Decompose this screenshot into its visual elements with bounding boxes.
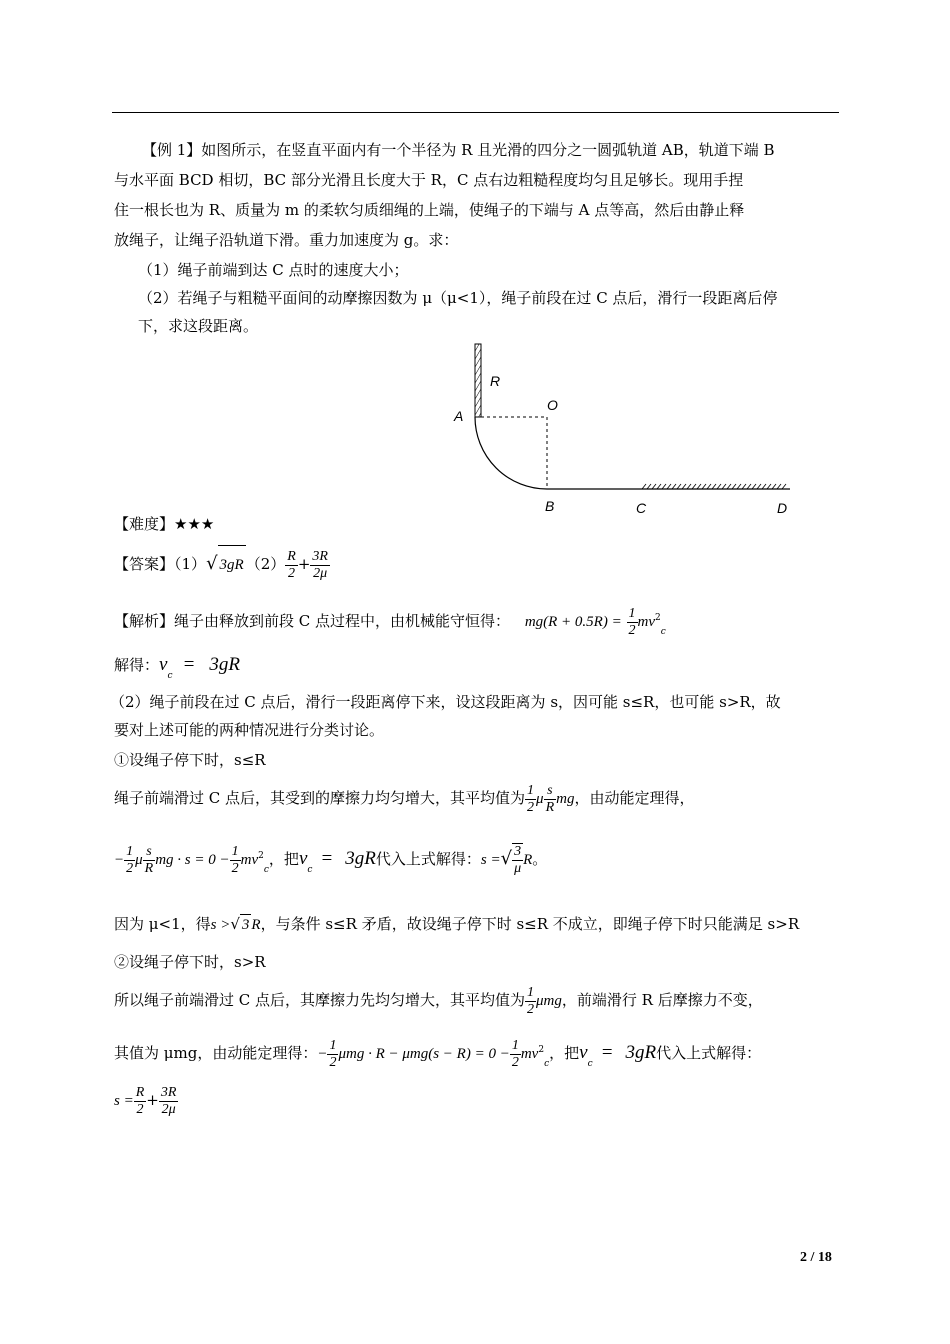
analysis-text: ，前端滑行 R 后摩擦力不变，: [561, 991, 763, 1009]
sqrt-sign: √: [500, 848, 513, 869]
answer-label: 【答案】: [114, 555, 175, 573]
plus-sign: +: [146, 1091, 159, 1109]
frac-denominator: 2μ: [161, 1101, 176, 1117]
difficulty-row: [114, 514, 214, 534]
frac-denominator: μ: [514, 861, 522, 876]
answer-2-fraction-2: [310, 549, 330, 582]
analysis-line-10: [114, 982, 763, 1019]
frac-numerator: 1: [126, 843, 134, 859]
equals-sign: =: [320, 848, 334, 869]
half-fraction: [510, 1038, 521, 1071]
frac-denominator: 2: [527, 1001, 535, 1017]
analysis-line-3: （2）绳子前段在过 C 点后，滑行一段距离停下来，设这段距离为 s，因可能 s≤R，也可能 s>R，故: [110, 693, 781, 711]
frac-denominator: 2: [136, 1101, 144, 1117]
frac-numerator: R: [135, 1084, 145, 1100]
frac-denominator: 2: [231, 860, 239, 876]
label-C: C: [636, 500, 647, 516]
difficulty-stars: ★★★: [174, 515, 215, 533]
frac-denominator: 2: [288, 565, 296, 581]
label-B: B: [545, 498, 555, 514]
analysis-text: 代入上式解得：: [656, 1044, 762, 1062]
equation-lhs: mg(R + 0.5R) =: [524, 614, 622, 630]
analysis-line-8: [114, 914, 799, 935]
final-fraction-1: [134, 1085, 147, 1118]
half-fraction: [627, 606, 638, 639]
s-over-R-fraction: [143, 844, 156, 877]
subscript: c: [307, 865, 313, 875]
analysis-line-5: ①设绳子停下时，s≤R: [114, 751, 266, 769]
minus-sign: −: [114, 852, 125, 868]
label-D: D: [777, 500, 788, 516]
rope: [475, 344, 481, 417]
analysis-line-7: [114, 836, 547, 890]
header-rule: [112, 112, 839, 113]
subscript: c: [263, 865, 269, 875]
frac-numerator: 1: [329, 1037, 337, 1053]
s-over-R-fraction: [544, 783, 557, 816]
analysis-text: 绳子前端滑过 C 点后，其受到的摩擦力均匀增大，其平均值为: [114, 789, 526, 807]
analysis-line-4: 要对上述可能的两种情况进行分类讨论。: [114, 721, 385, 739]
mumg-term: μmg: [536, 993, 562, 1009]
equation-middle: mg · s = 0 −: [155, 852, 230, 868]
analysis-text: 所以绳子前端滑过 C 点后，其摩擦力先均匀增大，其平均值为: [114, 991, 526, 1009]
analysis-label: 【解析】: [114, 612, 175, 630]
analysis-text: 代入上式解得：: [375, 850, 481, 868]
half-fraction: [525, 985, 536, 1018]
problem-line-4: 放绳子，让绳子沿轨道下滑。重力加速度为 g。求：: [114, 231, 459, 249]
answer-1-value: 3gR: [218, 545, 246, 584]
equation-middle: μmg · R − μmg(s − R) = 0 −: [338, 1046, 510, 1062]
arc-track: [475, 417, 547, 489]
period: 。: [532, 850, 548, 868]
question-1: （1）绳子前端到达 C 点时的速度大小；: [138, 261, 409, 279]
problem-line-2: 与水平面 BCD 相切，BC 部分光滑且长度大于 R，C 点右边粗糙程度均匀且足够长。现用手捏: [114, 171, 744, 189]
answer-part-1-marker: （1）: [174, 555, 207, 573]
frac-denominator: 2: [511, 1054, 519, 1070]
frac-numerator: R: [287, 548, 296, 564]
exponent: 2: [538, 1045, 545, 1055]
R-term: R: [251, 917, 261, 933]
answer-2-fraction-1: [285, 549, 298, 582]
frac-denominator: 2: [329, 1054, 337, 1070]
analysis-text: ，与条件 s≤R 矛盾，故设绳子停下时 s≤R 不成立，即绳子停下时只能满足 s>R: [260, 915, 800, 933]
frac-numerator: 1: [527, 782, 535, 798]
equals-sign: =: [182, 654, 196, 675]
analysis-text: 因为 μ<1，得: [114, 915, 211, 933]
question-2-line-2: 下，求这段距离。: [138, 317, 259, 335]
velocity-value: 3gR: [345, 848, 376, 869]
frac-numerator: 1: [628, 605, 636, 621]
frac-numerator: 3R: [160, 1084, 177, 1100]
mu-symbol: μ: [536, 791, 544, 807]
s-equals: s =: [480, 852, 501, 868]
frac-denominator: 2: [628, 622, 636, 638]
half-fraction: [124, 844, 135, 877]
velocity-symbol: v: [159, 654, 168, 675]
plus-sign: +: [297, 555, 311, 573]
solve-label: 解得：: [114, 656, 160, 674]
frac-denominator: 2μ: [313, 565, 328, 581]
mg-term: mg: [556, 791, 575, 807]
analysis-line-1: [114, 600, 666, 650]
half-fraction: [525, 783, 536, 816]
subscript: c: [587, 1059, 593, 1069]
analysis-line-12: [114, 1080, 178, 1121]
frac-numerator: 3: [512, 844, 523, 861]
R-term: R: [523, 852, 533, 868]
analysis-line-2: [114, 652, 240, 689]
problem-line-1: 【例 1】如图所示，在竖直平面内有一个半径为 R 且光滑的四分之一圆弧轨道 AB，轨道下端 B: [142, 141, 775, 159]
rough-surface-hatch: [642, 484, 786, 489]
frac-numerator: s: [143, 844, 156, 861]
subscript: c: [660, 627, 666, 637]
mv-term: mv: [520, 1046, 539, 1062]
velocity-symbol: v: [298, 848, 308, 869]
label-R: R: [490, 373, 501, 389]
analysis-text: 其值为 μmg，由动能定理得：: [114, 1044, 318, 1062]
analysis-text: 绳子由释放到前段 C 点过程中，由机械能守恒得：: [174, 612, 511, 630]
final-fraction-2: [159, 1085, 179, 1118]
exponent: 2: [655, 613, 661, 623]
frac-denominator: 2: [527, 799, 535, 815]
minus-sign: −: [317, 1046, 328, 1062]
problem-line-3: 住一根长也为 R、质量为 m 的柔软匀质细绳的上端，使绳子的下端与 A 点等高，然后由静止释: [114, 201, 745, 219]
frac-numerator: 3R: [312, 548, 328, 564]
velocity-value: 3gR: [625, 1042, 657, 1063]
label-A: A: [454, 408, 464, 424]
answer-row: [114, 545, 330, 584]
track-diagram: [450, 338, 800, 520]
equals-sign: =: [600, 1042, 614, 1063]
subscript: c: [167, 671, 173, 681]
s-greater: s >: [210, 917, 231, 933]
analysis-text: ，把: [549, 1044, 580, 1062]
sqrt-fraction: [512, 843, 523, 877]
sqrt-sign: √: [206, 553, 218, 574]
question-2-line-1: （2）若绳子与粗糙平面间的动摩擦因数为 μ（μ<1），绳子前段在过 C 点后，滑行一段距离后停: [138, 289, 778, 307]
frac-numerator: 1: [231, 843, 239, 859]
answer-part-2-marker: （2）: [245, 555, 286, 573]
analysis-line-6: [114, 780, 694, 817]
page-number: 2 / 18: [800, 1250, 832, 1265]
half-fraction: [230, 844, 241, 877]
half-fraction: [327, 1038, 338, 1071]
exponent: 2: [258, 851, 264, 861]
label-O: O: [547, 397, 558, 413]
frac-denominator: R: [545, 799, 555, 815]
mv-term: mv: [240, 852, 259, 868]
frac-numerator: 1: [511, 1037, 519, 1053]
subscript: c: [544, 1059, 550, 1069]
mu-symbol: μ: [135, 852, 143, 868]
frac-numerator: 1: [527, 984, 535, 1000]
frac-numerator: s: [544, 783, 557, 800]
velocity-symbol: v: [579, 1042, 588, 1063]
analysis-text: ，把: [268, 850, 299, 868]
s-equals: s =: [114, 1093, 134, 1109]
difficulty-label: 【难度】: [114, 515, 175, 533]
mv-term: mv: [637, 614, 655, 630]
velocity-value: 3gR: [209, 654, 240, 675]
analysis-line-11: [114, 1032, 761, 1082]
analysis-line-9: ②设绳子停下时，s>R: [114, 953, 266, 971]
sqrt-value: 3: [240, 914, 252, 935]
analysis-text: ，由动能定理得，: [574, 789, 695, 807]
frac-denominator: R: [144, 860, 154, 876]
sqrt-sign: √: [230, 915, 240, 933]
frac-denominator: 2: [126, 860, 134, 876]
